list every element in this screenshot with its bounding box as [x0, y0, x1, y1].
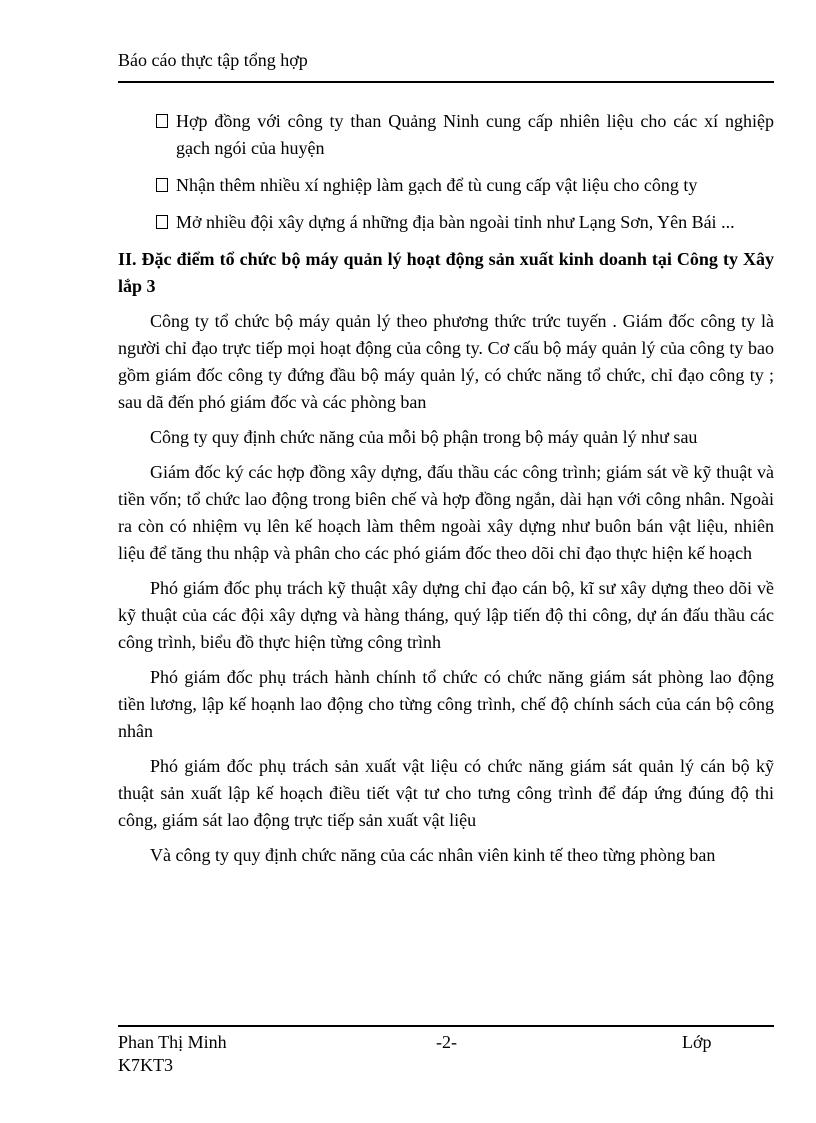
paragraph: Phó giám đốc phụ trách kỹ thuật xây dựng chỉ đạo cán bộ, kĩ sư xây dựng theo dõi về kỹ thuật của các đội xây dựng và hàng tháng, quý lập tiến độ thi công, dự án đấu thầu các công trình, biểu đồ thực hiện từng công trình	[118, 578, 774, 652]
footer-author-text: Phan Thị Minh K7KT3	[118, 1032, 227, 1075]
paragraph: Và công ty quy định chức năng của các nhân viên kinh tế theo từng phòng ban	[150, 845, 716, 865]
paragraph: Công ty tổ chức bộ máy quản lý theo phương thức trức tuyến . Giám đốc công ty là người chỉ đạo trực tiếp mọi hoạt động của công ty. Cơ cấu bộ máy quản lý của công ty bao gồm giám đốc công ty đứng đầu bộ máy quản lý, có chức năng tổ chức, chỉ đạo công ty ; sau dã đến phó giám đốc và các phòng ban	[118, 311, 774, 412]
document-body	[118, 108, 774, 877]
bullet-text: Hợp đồng với công ty than Quảng Ninh cung cấp nhiên liệu cho các xí nghiệp gạch ngói của huyện	[176, 111, 774, 158]
paragraph: Phó giám đốc phụ trách hành chính tổ chức có chức năng giám sát phòng lao động tiền lương, lập kế hoạnh lao động cho từng công trình, chế độ chính sách của cán bộ công nhân	[118, 667, 774, 741]
checkbox-bullet-icon	[156, 215, 168, 229]
footer-divider	[118, 1025, 774, 1027]
bullet-text: Nhận thêm nhiều xí nghiệp làm gạch để tù cung cấp vật liệu cho công ty	[176, 175, 698, 195]
checkbox-bullet-icon	[156, 178, 168, 192]
page-number: -2-	[436, 1032, 457, 1052]
bullet-item	[118, 108, 774, 162]
footer-class-label: Lớp	[682, 1032, 712, 1052]
paragraph: Công ty quy định chức năng của mỗi bộ phận trong bộ máy quản lý như sau	[150, 427, 698, 447]
section-heading: II. Đặc điểm tổ chức bộ máy quản lý hoạt động sản xuất kinh doanh tại Công ty Xây lắp 3	[118, 249, 774, 296]
bullet-text: Mở nhiều đội xây dựng á những địa bàn ngoài tỉnh như Lạng Sơn, Yên Bái ...	[176, 212, 735, 232]
paragraph: Giám đốc ký các hợp đồng xây dựng, đấu thầu các công trình; giám sát về kỹ thuật và tiền vốn; tổ chức lao động trong biên chế và hợp đồng ngắn, dài hạn với công nhân. Ngoài ra còn có nhiệm vụ lên kế hoạch làm thêm ngoài xây dựng như buôn bán vật liệu, nhiên liệu để tăng thu nhập và phân cho các phó giám đốc theo dõi chỉ đạo thực hiện kế hoạch	[118, 462, 774, 563]
footer-author	[118, 1031, 248, 1077]
bullet-item	[118, 209, 774, 236]
header-divider	[118, 81, 774, 83]
bullet-item	[118, 172, 774, 199]
checkbox-bullet-icon	[156, 114, 168, 128]
header-title: Báo cáo thực tập tổng hợp	[118, 50, 308, 70]
paragraph: Phó giám đốc phụ trách sản xuất vật liệu có chức năng giám sát quản lý cán bộ kỹ thuật sản xuất lập kế hoạch điều tiết vật tư cho tưng công trình để đáp ứng đúng độ thi công, giám sát lao động trực tiếp sản xuất vật liệu	[118, 756, 774, 830]
